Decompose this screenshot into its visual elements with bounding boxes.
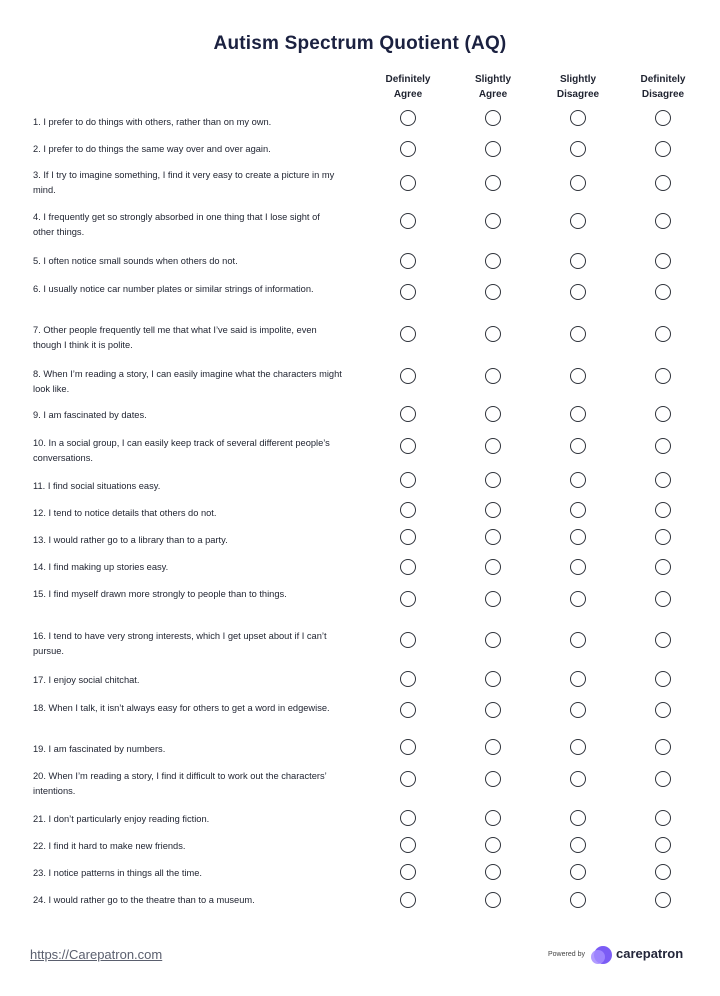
question-text: 14. I find making up stories easy.	[33, 562, 169, 572]
answer-radio-1[interactable]	[400, 837, 416, 853]
carepatron-link[interactable]: https://Carepatron.com	[30, 947, 163, 962]
column-header-line: Agree	[478, 89, 508, 100]
question-text: 4. I frequently get so strongly absorbed in one thing that I lose sight of other things.	[33, 212, 320, 237]
answer-radio-2[interactable]	[485, 671, 501, 687]
answer-radio-4[interactable]	[655, 253, 671, 269]
answer-radio-4[interactable]	[655, 326, 671, 342]
question-text: 20. When I’m reading a story, I find it difficult to work out the characters’ intentions.	[33, 771, 327, 796]
answer-radio-1[interactable]	[400, 864, 416, 880]
answer-radio-1[interactable]	[400, 326, 416, 342]
answer-radio-4[interactable]	[655, 406, 671, 422]
answer-radio-3[interactable]	[570, 141, 586, 157]
answer-radio-3[interactable]	[570, 702, 586, 718]
question-text: 5. I often notice small sounds when others do not.	[33, 256, 238, 266]
answer-radio-2[interactable]	[485, 864, 501, 880]
question-text: 19. I am fascinated by numbers.	[33, 744, 166, 754]
answer-radio-4[interactable]	[655, 175, 671, 191]
answer-radio-3[interactable]	[570, 175, 586, 191]
answer-radio-2[interactable]	[485, 326, 501, 342]
answer-radio-2[interactable]	[485, 529, 501, 545]
answer-radio-3[interactable]	[570, 213, 586, 229]
answer-radio-1[interactable]	[400, 892, 416, 908]
answer-radio-1[interactable]	[400, 368, 416, 384]
answer-radio-2[interactable]	[485, 771, 501, 787]
column-header-1	[368, 72, 448, 102]
question-text: 8. When I’m reading a story, I can easily imagine what the characters might look like.	[33, 369, 342, 394]
question-text: 6. I usually notice car number plates or similar strings of information.	[33, 284, 314, 294]
answer-radio-1[interactable]	[400, 591, 416, 607]
question-text: 7. Other people frequently tell me that what I’ve said is impolite, even though I think it is polite.	[33, 325, 317, 350]
answer-radio-3[interactable]	[570, 810, 586, 826]
answer-radio-3[interactable]	[570, 864, 586, 880]
answer-radio-2[interactable]	[485, 892, 501, 908]
question-text: 22. I find it hard to make new friends.	[33, 841, 186, 851]
answer-radio-3[interactable]	[570, 284, 586, 300]
answer-radio-4[interactable]	[655, 591, 671, 607]
answer-radio-2[interactable]	[485, 253, 501, 269]
answer-radio-3[interactable]	[570, 253, 586, 269]
column-header-line: Disagree	[641, 89, 685, 100]
answer-radio-3[interactable]	[570, 406, 586, 422]
answer-radio-4[interactable]	[655, 472, 671, 488]
answer-radio-2[interactable]	[485, 406, 501, 422]
answer-radio-4[interactable]	[655, 502, 671, 518]
column-header-2	[453, 72, 533, 102]
answer-radio-3[interactable]	[570, 529, 586, 545]
answer-radio-3[interactable]	[570, 671, 586, 687]
answer-radio-2[interactable]	[485, 591, 501, 607]
answer-radio-2[interactable]	[485, 438, 501, 454]
question-text: 23. I notice patterns in things all the time.	[33, 868, 202, 878]
question-text: 21. I don’t particularly enjoy reading fiction.	[33, 814, 210, 824]
answer-radio-4[interactable]	[655, 213, 671, 229]
answer-radio-2[interactable]	[485, 213, 501, 229]
question-text: 9. I am fascinated by dates.	[33, 410, 147, 420]
question-text: 3. If I try to imagine something, I find it very easy to create a picture in my mind.	[33, 170, 335, 195]
question-text: 2. I prefer to do things the same way over and over again.	[33, 144, 271, 154]
answer-radio-1[interactable]	[400, 110, 416, 126]
column-header-line: Definitely	[640, 74, 686, 85]
answer-radio-3[interactable]	[570, 632, 586, 648]
answer-radio-1[interactable]	[400, 175, 416, 191]
answer-radio-4[interactable]	[655, 702, 671, 718]
column-header-line: Disagree	[556, 89, 600, 100]
answer-radio-4[interactable]	[655, 671, 671, 687]
answer-radio-4[interactable]	[655, 110, 671, 126]
question-text: 1. I prefer to do things with others, rather than on my own.	[33, 117, 272, 127]
answer-radio-1[interactable]	[400, 632, 416, 648]
answer-radio-4[interactable]	[655, 739, 671, 755]
answer-radio-1[interactable]	[400, 502, 416, 518]
column-header-line: Slightly	[474, 74, 512, 85]
question-text: 16. I tend to have very strong interests, which I get upset about if I can’t pursue.	[33, 631, 327, 656]
answer-radio-1[interactable]	[400, 438, 416, 454]
page-title: Autism Spectrum Quotient (AQ)	[213, 33, 507, 54]
answer-radio-1[interactable]	[400, 739, 416, 755]
answer-radio-2[interactable]	[485, 141, 501, 157]
answer-radio-1[interactable]	[400, 213, 416, 229]
answer-radio-3[interactable]	[570, 472, 586, 488]
answer-radio-3[interactable]	[570, 368, 586, 384]
answer-radio-3[interactable]	[570, 559, 586, 575]
carepatron-logo-icon	[590, 944, 612, 966]
answer-radio-2[interactable]	[485, 175, 501, 191]
answer-radio-1[interactable]	[400, 472, 416, 488]
answer-radio-1[interactable]	[400, 253, 416, 269]
question-text: 17. I enjoy social chitchat.	[33, 675, 140, 685]
answer-radio-3[interactable]	[570, 438, 586, 454]
column-header-line: Agree	[393, 89, 423, 100]
answer-radio-2[interactable]	[485, 472, 501, 488]
answer-radio-4[interactable]	[655, 141, 671, 157]
question-text: 12. I tend to notice details that others do not.	[33, 508, 217, 518]
answer-radio-4[interactable]	[655, 771, 671, 787]
answer-radio-4[interactable]	[655, 529, 671, 545]
answer-radio-3[interactable]	[570, 837, 586, 853]
answer-radio-1[interactable]	[400, 406, 416, 422]
carepatron-brand: carepatron	[616, 946, 684, 961]
column-header-3	[538, 72, 618, 102]
answer-radio-3[interactable]	[570, 110, 586, 126]
answer-radio-3[interactable]	[570, 892, 586, 908]
answer-radio-4[interactable]	[655, 892, 671, 908]
question-text: 15. I find myself drawn more strongly to people than to things.	[33, 589, 287, 599]
answer-radio-4[interactable]	[655, 438, 671, 454]
answer-radio-1[interactable]	[400, 810, 416, 826]
answer-radio-4[interactable]	[655, 284, 671, 300]
answer-radio-2[interactable]	[485, 702, 501, 718]
answer-radio-1[interactable]	[400, 559, 416, 575]
answer-radio-3[interactable]	[570, 326, 586, 342]
question-text: 10. In a social group, I can easily keep track of several different people’s conversations.	[33, 438, 330, 463]
powered-by-label: Powered by	[548, 951, 585, 958]
answer-radio-4[interactable]	[655, 632, 671, 648]
answer-radio-3[interactable]	[570, 739, 586, 755]
answer-radio-2[interactable]	[485, 837, 501, 853]
answer-radio-2[interactable]	[485, 559, 501, 575]
answer-radio-3[interactable]	[570, 771, 586, 787]
answer-radio-2[interactable]	[485, 502, 501, 518]
question-text: 11. I find social situations easy.	[33, 481, 161, 491]
question-text: 13. I would rather go to a library than to a party.	[33, 535, 228, 545]
answer-radio-2[interactable]	[485, 368, 501, 384]
answer-radio-1[interactable]	[400, 702, 416, 718]
column-header-4	[623, 72, 703, 102]
question-text: 18. When I talk, it isn’t always easy for others to get a word in edgewise.	[33, 703, 330, 713]
column-header-line: Definitely	[385, 74, 431, 85]
answer-radio-4[interactable]	[655, 864, 671, 880]
answer-radio-1[interactable]	[400, 284, 416, 300]
answer-radio-3[interactable]	[570, 591, 586, 607]
column-header-line: Slightly	[559, 74, 597, 85]
answer-radio-4[interactable]	[655, 810, 671, 826]
answer-radio-1[interactable]	[400, 771, 416, 787]
answer-radio-1[interactable]	[400, 671, 416, 687]
answer-radio-2[interactable]	[485, 110, 501, 126]
question-text: 24. I would rather go to the theatre than to a museum.	[33, 895, 255, 905]
answer-radio-1[interactable]	[400, 529, 416, 545]
answer-radio-2[interactable]	[485, 739, 501, 755]
answer-radio-2[interactable]	[485, 284, 501, 300]
answer-radio-3[interactable]	[570, 502, 586, 518]
answer-radio-4[interactable]	[655, 559, 671, 575]
answer-radio-2[interactable]	[485, 810, 501, 826]
answer-radio-2[interactable]	[485, 632, 501, 648]
answer-radio-1[interactable]	[400, 141, 416, 157]
answer-radio-4[interactable]	[655, 368, 671, 384]
answer-radio-4[interactable]	[655, 837, 671, 853]
